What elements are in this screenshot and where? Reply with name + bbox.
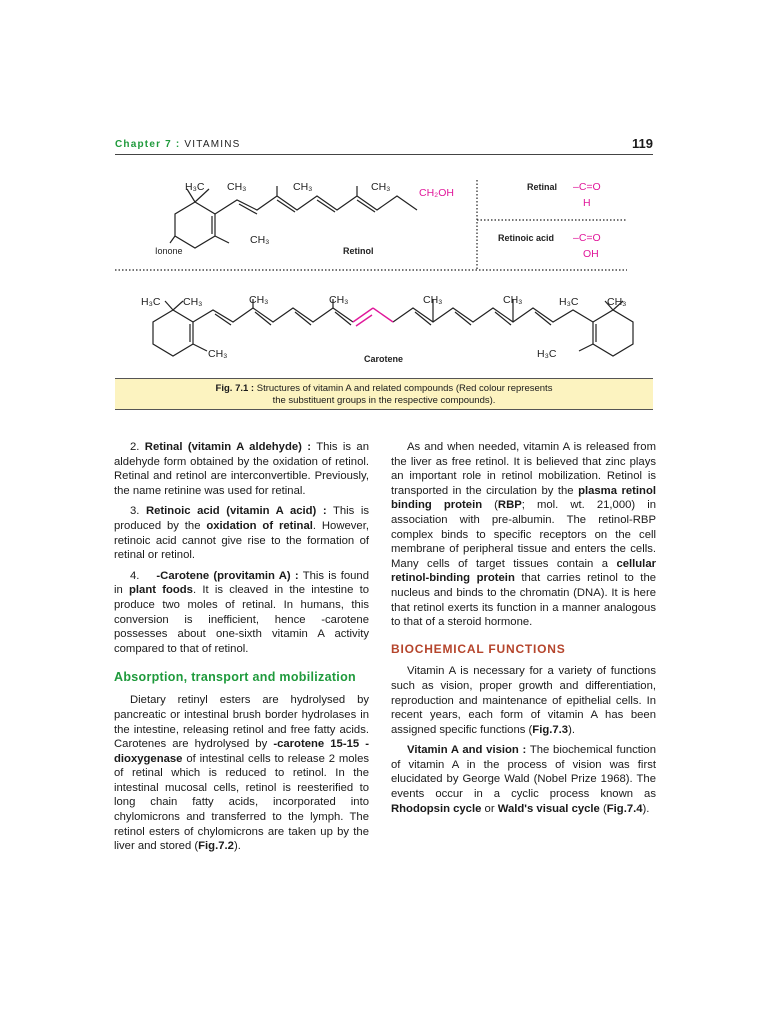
chapter-heading (115, 139, 241, 150)
carotene-label: Carotene (364, 354, 404, 364)
figure-reference: Fig.7.2 (198, 840, 234, 853)
bold-text: cellular retinol-binding protein (391, 557, 656, 585)
label-ch3: CH₃ (607, 296, 627, 308)
central-bond (353, 308, 373, 322)
running-header (115, 136, 653, 154)
caption-line-2: the substituent groups in the respective compounds). (272, 395, 496, 406)
label-ch3: CH₃ (183, 296, 203, 308)
carotene-chain-right (393, 308, 593, 322)
label-ch3: CH₃ (423, 294, 443, 306)
retinal-group: –C=O (573, 181, 601, 193)
bold-text: oxidation of retinal (206, 519, 313, 532)
label-ch3: CH₃ (249, 294, 269, 306)
right-column (391, 440, 656, 816)
text: of intestinal cells to release 2 moles of retinal which is reduced to retinol. In the intestinal mucosal cells, retinol is reesterified to long chain fatty acids, incorporated into chylomicrons and transferred to the lymph. The retinol esters of chylomicrons are taken up by the liver and stored ( (114, 752, 369, 853)
text: ). (568, 723, 575, 736)
label-h3c: H₃C (141, 296, 161, 308)
label-ch3: CH₃ (371, 181, 391, 193)
bond (165, 301, 173, 310)
section-heading-absorption: Absorption, transport and mobilization (114, 670, 356, 685)
list-number: 3. (130, 505, 146, 518)
bold-text: Rhodopsin cycle (391, 802, 482, 815)
bold-text: Vitamin A and vision : (407, 744, 527, 757)
retinol-ch2oh-group: CH₂OH (419, 187, 454, 199)
text: This is produced by the (114, 505, 370, 532)
retinoic-acid-substituent: OH (583, 248, 599, 260)
text: . It is cleaved in the intestine to produce two moles of retinal. In humans, this conversion is inefficient, hence -carotene possesses about one-sixth vitamin A activity compared to that of retinol. (114, 584, 369, 655)
label-ch3: CH₃ (503, 294, 523, 306)
bond (173, 301, 183, 310)
text: ( (482, 499, 498, 512)
retinal-label: Retinal (527, 182, 558, 192)
figure-7-1 (115, 165, 653, 377)
retinol-ring (175, 202, 215, 248)
label-ch3: CH₃ (293, 181, 313, 193)
paragraph-retinoic-acid (114, 504, 369, 562)
bold-text: plant foods (129, 584, 193, 597)
bond (215, 236, 229, 243)
page-number: 119 (632, 136, 653, 151)
label-ch3: CH₃ (208, 348, 228, 360)
figure-reference: Fig.7.3 (532, 723, 569, 736)
text: The biochemical function of vitamin A in the process of vision was first elucidated by George Wald (Nobel Prize 1968). The events occur in a cyclic process known as (391, 744, 656, 801)
retinol-label: Retinol (343, 246, 374, 256)
structures-diagram (115, 165, 653, 377)
chapter-title: VITAMINS (180, 139, 241, 150)
text: This is found in (114, 569, 369, 597)
retinol-chain (215, 196, 417, 214)
left-column (114, 440, 369, 854)
text: Vitamin A is necessary for a variety of functions such as vision, proper growth and differentiation, reproduction and maintenance of epithelial cells. In recent years, each form of vitamin A has been assigned specific functions ( (391, 665, 656, 736)
list-number: 2. (130, 441, 145, 453)
bold-text: RBP (497, 499, 522, 512)
figure-reference: Fig.7.4 (606, 802, 643, 815)
paragraph-carotene (114, 569, 369, 657)
list-number: 4. (130, 569, 140, 582)
label-h3c: H₃C (559, 296, 579, 308)
ionone-label: Ionone (155, 246, 183, 256)
text: . However, retinoic acid cannot give rise to the formation of retinal or retinol. (114, 519, 369, 562)
central-bond (373, 308, 393, 322)
section-heading-biochemical-functions: BIOCHEMICAL FUNCTIONS (391, 641, 566, 656)
term-retinal: Retinal (vitamin A aldehyde) : (144, 441, 312, 453)
label-ch3: CH₃ (250, 234, 270, 246)
label-h3c: H₃C (537, 348, 557, 360)
text: As and when needed, vitamin A is released from the liver as free retinol. It is believed that zinc plays an important role in retinol mobilization. Retinol is transported in the circulation by the (391, 441, 656, 497)
term-carotene: -Carotene (provitamin A) : (156, 569, 299, 582)
bond (193, 344, 207, 351)
header-rule (115, 154, 653, 155)
label-ch3: CH₃ (329, 294, 349, 306)
text: Dietary retinyl esters are hydrolysed by pancreatic or intestinal brush border hydrolases in the intestine, releasing retinol and free fatty acids. Carotenes are hydrolysed by (114, 694, 369, 751)
text: ). (642, 802, 650, 815)
carotene-left-ring (153, 310, 193, 356)
bond (170, 236, 175, 243)
text: ; mol. wt. 21,000) in association with pre-albumin. The retinol-RBP complex binds to specific receptors on the cell membrane of peripheral tissue and enters the cells. Many cells of target tissues contain a (391, 499, 656, 570)
bond (579, 344, 593, 351)
paragraph-mobilization (391, 440, 656, 630)
caption-line-1: Structures of vitamin A and related compounds (Red colour represents (254, 383, 553, 394)
central-double-bond (356, 315, 372, 326)
text: ). (233, 840, 241, 853)
paragraph-absorption (114, 693, 369, 854)
label-ch3: CH₃ (227, 181, 247, 193)
retinoic-acid-group: –C=O (573, 232, 601, 244)
text: that carries retinol to the nucleus and binds to the chromatin (DNA). It is here that retinol exerts its function in a manner analogous to that of a steroid hormone. (391, 572, 657, 629)
bold-text: -carotene 15-15 -dioxygenase (114, 738, 369, 765)
caption-label: Fig. 7.1 : (215, 383, 255, 394)
carotene-right-ring (593, 310, 633, 356)
term-retinoic-acid: Retinoic acid (vitamin A acid) : (145, 505, 327, 518)
chapter-label: Chapter 7 : (115, 139, 181, 150)
paragraph-retinal (114, 440, 369, 498)
text: or (481, 802, 498, 815)
figure-caption (115, 378, 653, 410)
bold-text: Wald's visual cycle (497, 802, 600, 815)
text: ( (599, 802, 607, 815)
retinoic-acid-label: Retinoic acid (498, 233, 555, 243)
paragraph-vision (391, 743, 656, 816)
text: This is an aldehyde form obtained by the oxidation of retinol. Retinal and retinol are interconvertible. Previously, the name retinine was used for retinal. (114, 441, 369, 497)
label-h3c: H₃C (185, 181, 205, 193)
retinal-substituent: H (583, 197, 591, 209)
bold-text: plasma retinol binding protein (391, 484, 657, 512)
paragraph-functions (391, 664, 656, 737)
